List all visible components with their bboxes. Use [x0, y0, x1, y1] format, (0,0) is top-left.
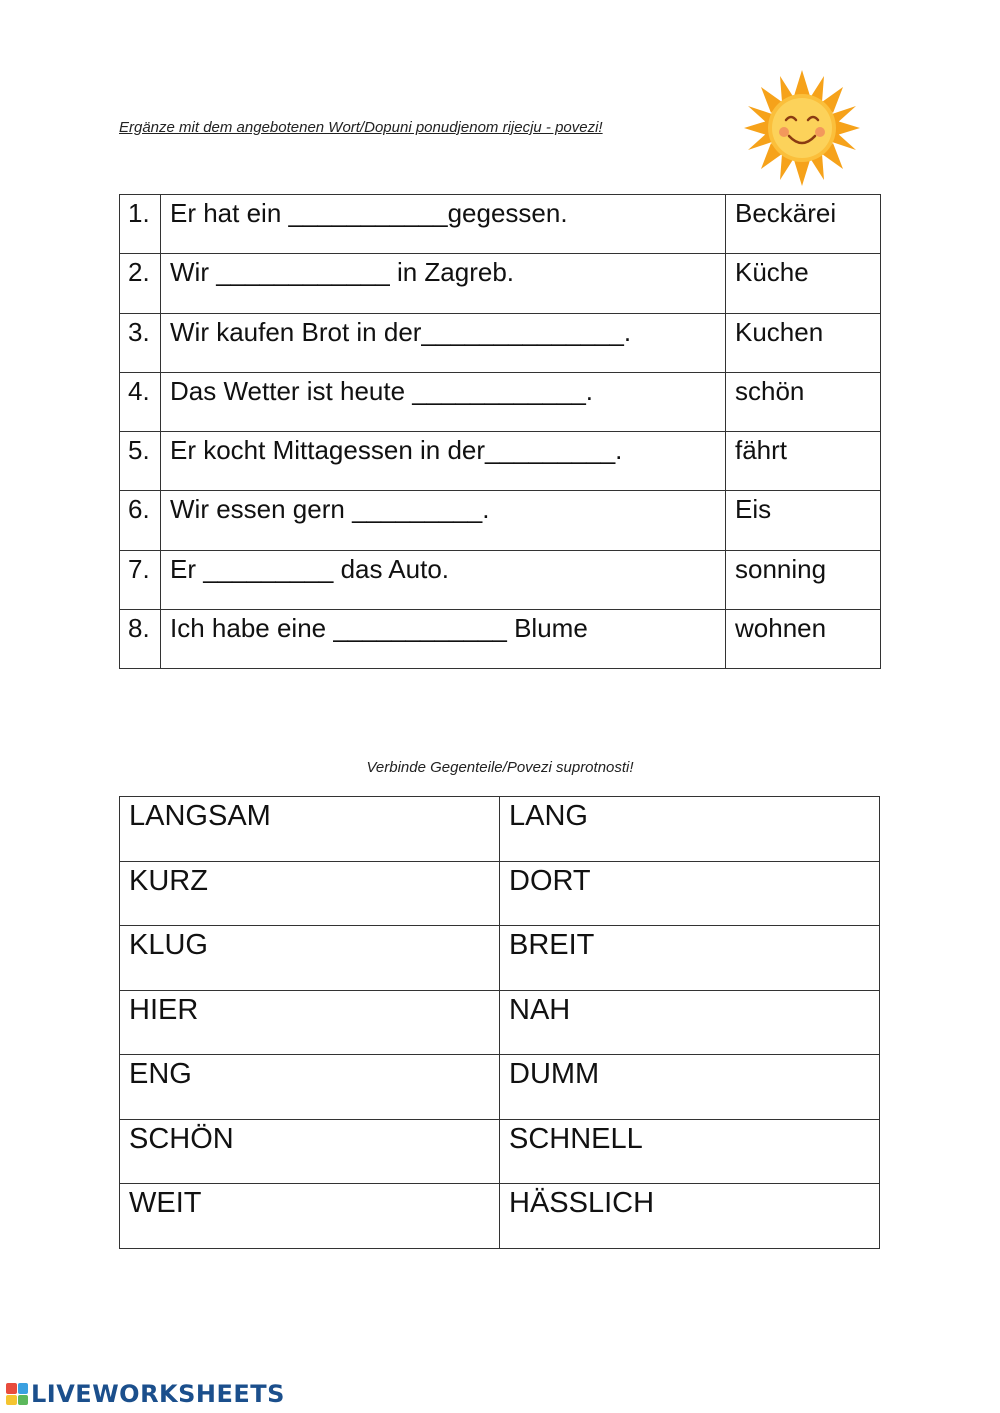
opposite-left[interactable]: KURZ — [120, 861, 500, 926]
row-number: 2. — [120, 254, 161, 313]
table-row — [120, 372, 881, 431]
sentence-cell[interactable]: Wir ____________ in Zagreb. — [161, 254, 726, 313]
opposite-left[interactable]: LANGSAM — [120, 797, 500, 862]
opposite-left[interactable]: SCHÖN — [120, 1119, 500, 1184]
sentence-cell[interactable]: Er _________ das Auto. — [161, 550, 726, 609]
opposite-left[interactable]: ENG — [120, 1055, 500, 1120]
opposite-right[interactable]: BREIT — [500, 926, 880, 991]
table-row — [120, 1119, 880, 1184]
table-row — [120, 926, 880, 991]
opposite-right[interactable]: HÄSSLICH — [500, 1184, 880, 1249]
opposites-table — [119, 796, 880, 1249]
table-row — [120, 990, 880, 1055]
sentence-cell[interactable]: Das Wetter ist heute ____________. — [161, 372, 726, 431]
word-option[interactable]: wohnen — [726, 609, 881, 668]
table-row — [120, 797, 880, 862]
word-option[interactable]: Küche — [726, 254, 881, 313]
row-number: 3. — [120, 313, 161, 372]
row-number: 4. — [120, 372, 161, 431]
word-option[interactable]: fährt — [726, 432, 881, 491]
table-row — [120, 432, 881, 491]
opposite-right[interactable]: NAH — [500, 990, 880, 1055]
word-option[interactable]: sonning — [726, 550, 881, 609]
table-row — [120, 861, 880, 926]
table-row — [120, 1055, 880, 1120]
row-number: 7. — [120, 550, 161, 609]
word-option[interactable]: Beckärei — [726, 195, 881, 254]
table-row — [120, 313, 881, 372]
sentence-cell[interactable]: Wir essen gern _________. — [161, 491, 726, 550]
opposite-right[interactable]: SCHNELL — [500, 1119, 880, 1184]
table-row — [120, 195, 881, 254]
table-row — [120, 1184, 880, 1249]
sentence-cell[interactable]: Er hat ein ___________gegessen. — [161, 195, 726, 254]
table-row — [120, 254, 881, 313]
opposite-left[interactable]: HIER — [120, 990, 500, 1055]
row-number: 1. — [120, 195, 161, 254]
row-number: 8. — [120, 609, 161, 668]
fill-in-table — [119, 194, 881, 669]
sentence-cell[interactable]: Ich habe eine ____________ Blume — [161, 609, 726, 668]
opposite-right[interactable]: LANG — [500, 797, 880, 862]
table-row — [120, 550, 881, 609]
liveworksheets-logo[interactable] — [6, 1380, 285, 1408]
exercise2-instruction: Verbinde Gegenteile/Povezi suprotnosti! — [366, 759, 634, 776]
opposite-right[interactable]: DORT — [500, 861, 880, 926]
smiling-sun-icon — [724, 68, 880, 188]
exercise1-instruction: Ergänze mit dem angebotenen Wort/Dopuni ponudjenom rijecju - povezi! — [119, 119, 603, 136]
sentence-cell[interactable]: Wir kaufen Brot in der______________. — [161, 313, 726, 372]
table-row — [120, 491, 881, 550]
row-number: 6. — [120, 491, 161, 550]
word-option[interactable]: schön — [726, 372, 881, 431]
row-number: 5. — [120, 432, 161, 491]
opposite-left[interactable]: KLUG — [120, 926, 500, 991]
liveworksheets-logo-icon — [6, 1383, 28, 1405]
sentence-cell[interactable]: Er kocht Mittagessen in der_________. — [161, 432, 726, 491]
brand-name: LIVEWORKSHEETS — [31, 1380, 285, 1408]
opposite-left[interactable]: WEIT — [120, 1184, 500, 1249]
table-row — [120, 609, 881, 668]
word-option[interactable]: Eis — [726, 491, 881, 550]
word-option[interactable]: Kuchen — [726, 313, 881, 372]
opposite-right[interactable]: DUMM — [500, 1055, 880, 1120]
